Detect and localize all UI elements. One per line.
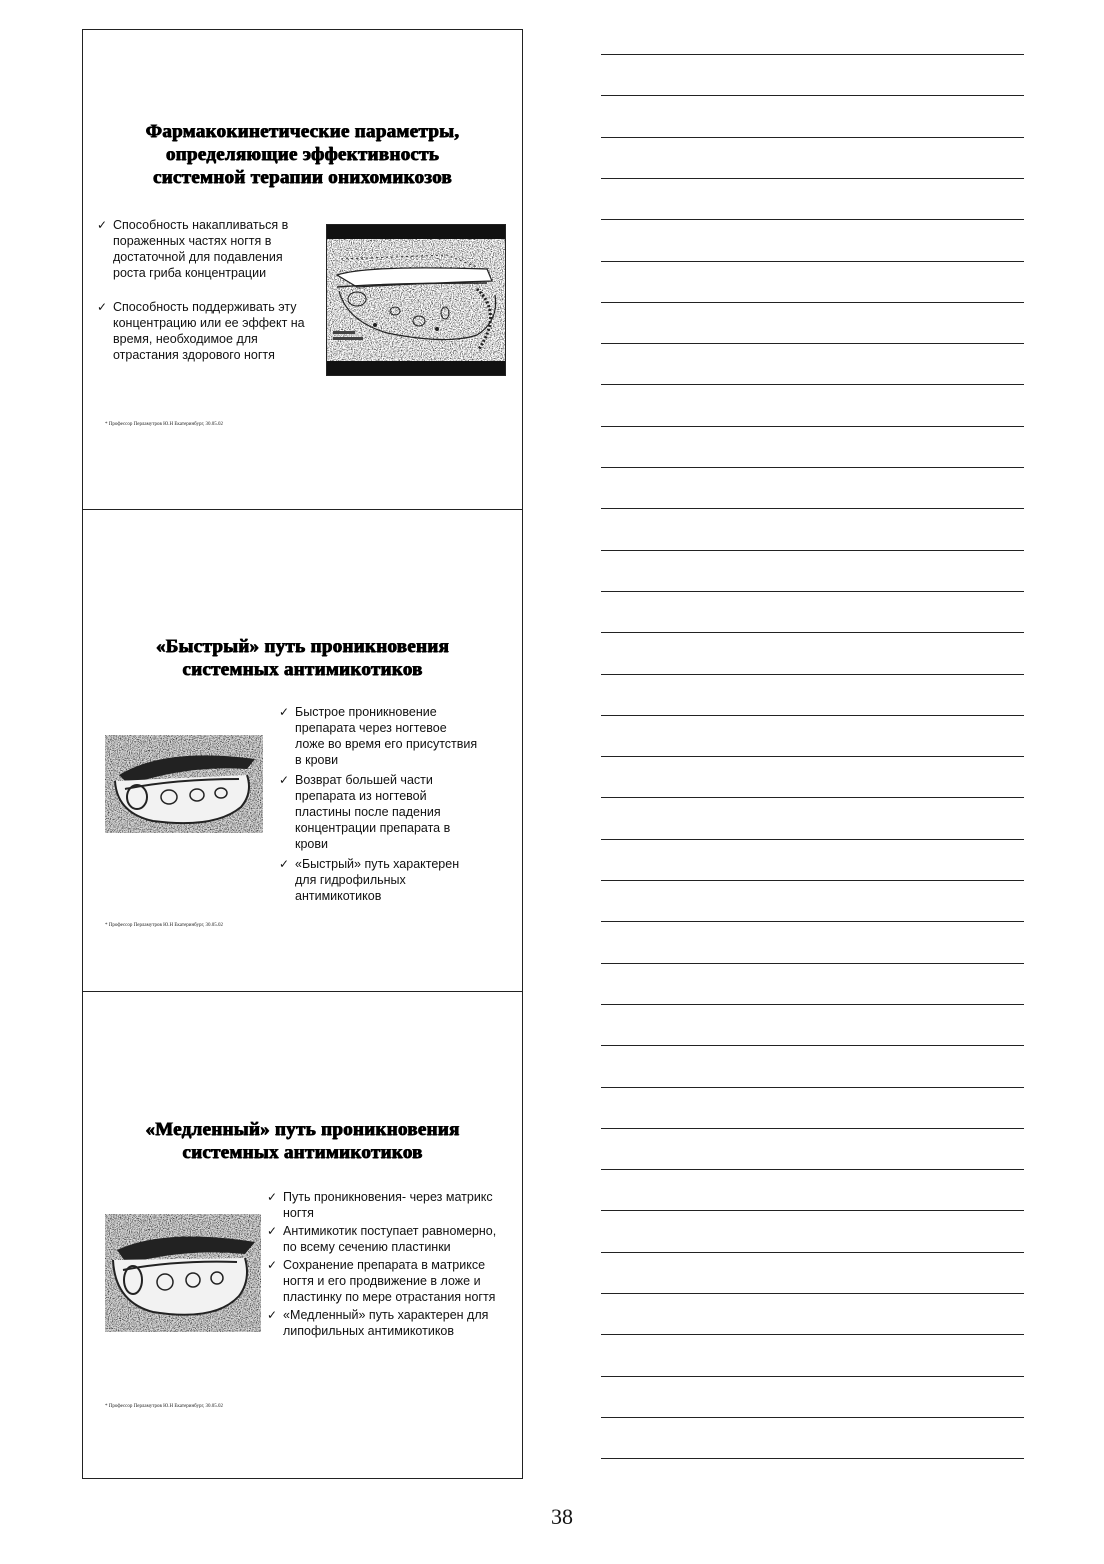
footnote: * Профессор Перламутров Ю.Н Екатеринбург, 30.05.02 (105, 923, 223, 928)
note-line (601, 54, 1024, 55)
note-line (601, 880, 1024, 881)
slide-2 (83, 510, 522, 992)
title-line: «Медленный» путь проникновения (145, 1119, 460, 1140)
bullet-item: ✓ Быстрое проникновение препарата через ногтевое ложе во время его присутствия в крови (279, 705, 478, 767)
note-line (601, 921, 1024, 922)
note-line (601, 591, 1024, 592)
slide-title (83, 120, 522, 189)
slides-frame (82, 29, 523, 1479)
page-number: 38 (551, 1504, 573, 1529)
bullet-item: ✓ Путь проникновения- через матрикс ногтя (267, 1190, 493, 1220)
bullet-item: ✓ Антимикотик поступает равномерно, по всему сечению пластинки (267, 1224, 497, 1254)
note-line (601, 797, 1024, 798)
footnote: * Профессор Перламутров Ю.Н Екатеринбург, 30.05.02 (105, 1404, 223, 1409)
note-line (601, 343, 1024, 344)
title-line: Фармакокинетические параметры, (145, 121, 460, 142)
note-line (601, 1004, 1024, 1005)
check-icon: ✓ (267, 1224, 278, 1238)
note-line (601, 1128, 1024, 1129)
note-line (601, 963, 1024, 964)
title-line: «Быстрый» путь проникновения (155, 636, 450, 657)
note-line (601, 715, 1024, 716)
note-line (601, 95, 1024, 96)
note-line (601, 1087, 1024, 1088)
title-line: системной терапии онихомикозов (152, 167, 453, 188)
note-line (601, 302, 1024, 303)
note-line (601, 1334, 1024, 1335)
bullet-item: ✓ Способность накапливаться в пораженных частях ногтя в достаточной для подавления роста гриба концентрации (97, 218, 289, 280)
note-line (601, 550, 1024, 551)
note-line (601, 1169, 1024, 1170)
note-line (601, 1210, 1024, 1211)
note-line (601, 178, 1024, 179)
note-line (601, 1293, 1024, 1294)
slide-1 (83, 30, 522, 510)
title-line: системных антимикотиков (182, 659, 423, 680)
note-line (601, 839, 1024, 840)
check-icon: ✓ (279, 857, 290, 871)
note-line (601, 1045, 1024, 1046)
title-line: системных антимикотиков (182, 1142, 423, 1163)
check-icon: ✓ (267, 1308, 278, 1322)
slide-3 (83, 992, 522, 1480)
bullet-item: ✓ Сохранение препарата в матриксе ногтя и его продвижение в ложе и пластинку по мере отрастания ногтя (267, 1258, 496, 1304)
slide-title (83, 635, 522, 681)
note-line (601, 1458, 1024, 1459)
note-line (601, 137, 1024, 138)
note-line (601, 674, 1024, 675)
note-line (601, 426, 1024, 427)
notes-lines (601, 0, 1024, 1564)
note-line (601, 1252, 1024, 1253)
bullet-item: ✓ «Быстрый» путь характерен для гидрофильных антимикотиков (279, 857, 460, 903)
note-line (601, 261, 1024, 262)
bullet-item: ✓ Способность поддерживать эту концентрацию или ее эффект на время, необходимое для отрастания здорового ногтя (97, 300, 305, 362)
note-line (601, 756, 1024, 757)
note-line (601, 467, 1024, 468)
check-icon: ✓ (97, 218, 108, 232)
bullet-item: ✓ Возврат большей части препарата из ногтевой пластины после падения концентрации препарата в крови (279, 773, 451, 851)
check-icon: ✓ (267, 1190, 278, 1204)
fingertip-nail-illustration-icon (105, 1214, 261, 1332)
check-icon: ✓ (279, 705, 290, 719)
note-line (601, 1417, 1024, 1418)
note-line (601, 1376, 1024, 1377)
slide-title (83, 1118, 522, 1164)
fingertip-nail-illustration-icon (105, 735, 263, 833)
footnote: * Профессор Перламутров Ю.Н Екатеринбург, 30.05.02 (105, 422, 223, 427)
check-icon: ✓ (267, 1258, 278, 1272)
note-line (601, 508, 1024, 509)
note-line (601, 219, 1024, 220)
nail-cross-section-diagram-icon (326, 224, 506, 376)
bullet-list (267, 1189, 507, 1339)
note-line (601, 632, 1024, 633)
title-line: определяющие эффективность (165, 144, 440, 165)
note-line (601, 384, 1024, 385)
bullet-list (279, 704, 479, 904)
bullet-list (97, 217, 317, 363)
bullet-item: ✓ «Медленный» путь характерен для липофильных антимикотиков (267, 1308, 489, 1338)
check-icon: ✓ (279, 773, 290, 787)
check-icon: ✓ (97, 300, 108, 314)
